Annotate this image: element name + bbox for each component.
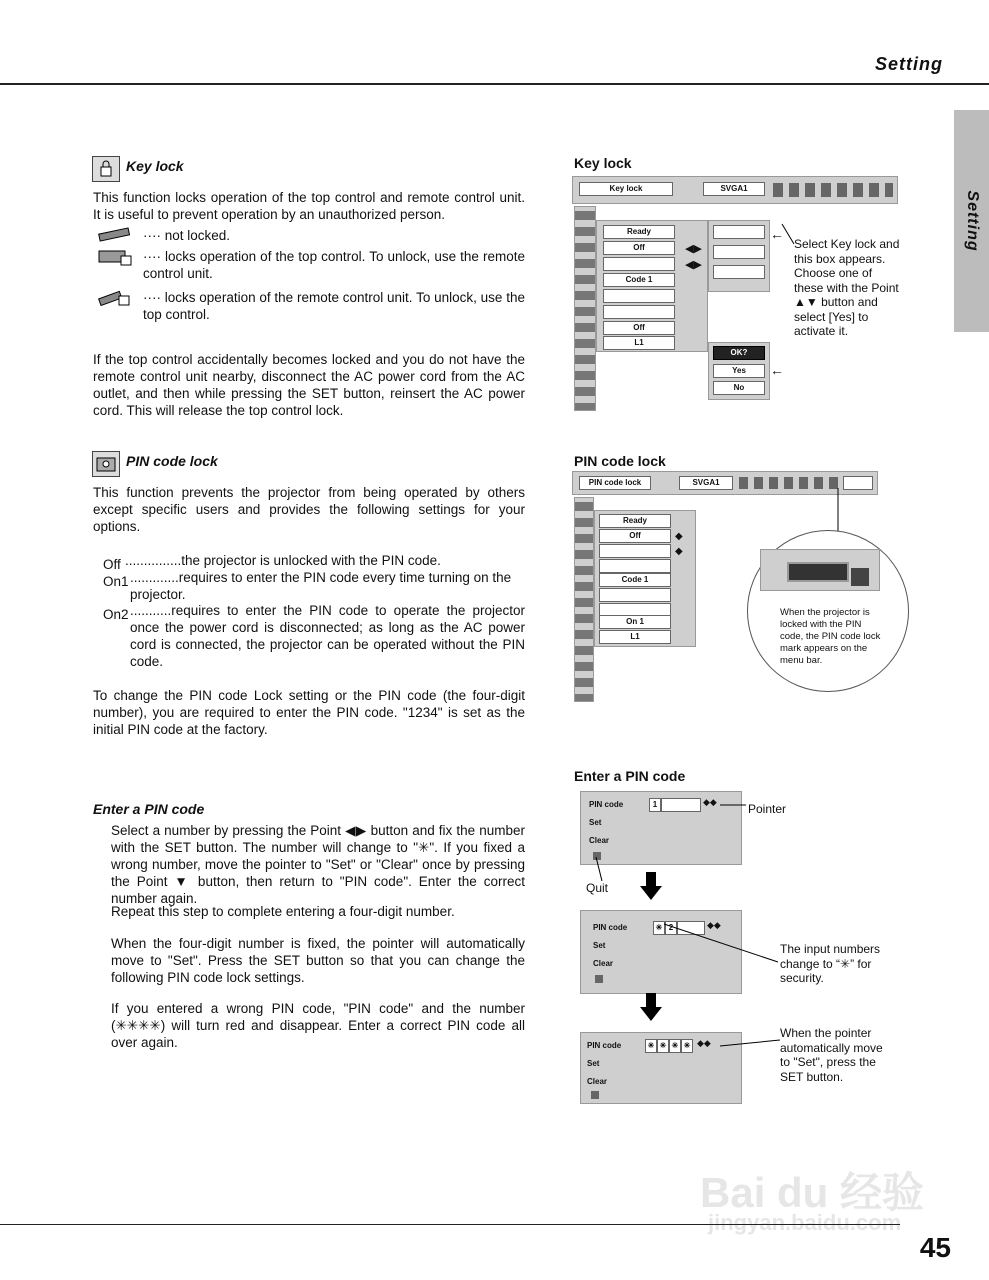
- fig-keylock-title: Key lock: [574, 155, 632, 171]
- pinlock-title: PIN code lock: [126, 453, 218, 469]
- no-button[interactable]: No: [713, 381, 765, 395]
- pin-digit-3a[interactable]: ✳: [645, 1039, 657, 1053]
- lock-icon: [92, 156, 120, 182]
- keylock-menu-panel: [596, 220, 708, 352]
- side-tab: Setting: [954, 110, 989, 332]
- set-label-2: Set: [593, 941, 606, 950]
- quit-icon-2: [595, 975, 603, 983]
- bottom-rule: [0, 1224, 900, 1225]
- zoom-bar-image: [787, 562, 849, 582]
- menu-row-6: [603, 289, 675, 303]
- pin-digit-3d[interactable]: ✳: [681, 1039, 693, 1053]
- menu-row-9: L1: [603, 336, 675, 350]
- menubar-label: Key lock: [579, 182, 673, 196]
- menubar-source: SVGA1: [703, 182, 765, 196]
- section-header: Setting: [875, 54, 943, 74]
- page-number: 45: [919, 1232, 951, 1263]
- keylock-intro: This function locks operation of the top control and remote control unit. It is useful to prevent operation by an unauthorized person.: [93, 190, 525, 222]
- pin-digit-2b[interactable]: 2: [665, 921, 677, 935]
- pinlock-change: To change the PIN code Lock setting or the PIN code (the four-digit number), you are required to enter the PIN code. "1234" is set as the initial PIN code at the factory.: [93, 688, 525, 737]
- pin-row-2: Off: [599, 529, 671, 543]
- pin-row-5: Code 1: [599, 573, 671, 587]
- pinlock-on2-text: ...........requires to enter the PIN code to operate the projector once the power cord is disconnected; as long as the AC power cord is connected, the projector can be operated without the PIN code.: [130, 603, 525, 669]
- enterpin-p2: When the four-digit number is fixed, the pointer will automatically move to "Set". Press the SET button so that you can change the following PIN code lock settings.: [111, 936, 525, 985]
- menu-row-5: Code 1: [603, 273, 675, 287]
- fig-pinlock-title: PIN code lock: [574, 453, 666, 469]
- yes-pointer-icon: ←: [770, 362, 784, 378]
- pin-arrow-icons: ◆ ◆: [675, 531, 683, 557]
- pin-arrows-2: ◆◆: [707, 920, 721, 930]
- projector-lock-icon: [97, 247, 135, 267]
- keylock-menubar: [572, 176, 898, 204]
- fig-enterpin-title: Enter a PIN code: [574, 768, 686, 784]
- clear-label-2: Clear: [593, 959, 614, 968]
- yes-button[interactable]: Yes: [713, 364, 765, 378]
- remote-icon: [97, 224, 135, 242]
- keylock-callout: Select Key lock and this box appears. Choose one of these with the Point ▲▼ button and select [Yes] to activate it.: [794, 237, 900, 338]
- pinlock-off-text: ...............the projector is unlocked with the PIN code.: [125, 553, 441, 568]
- set-callout: When the pointer automatically move to "Set", press the SET button.: [780, 1026, 883, 1084]
- pin-digit-3c[interactable]: ✳: [669, 1039, 681, 1053]
- pin-lock-icon: [92, 451, 120, 477]
- keylock-note: If the top control accidentally becomes locked and you do not have the remote control unit nearby, disconnect the AC power cord from the AC outlet, and then while pressing the SET button, reinsert the AC power cord. This will release the top control lock.: [93, 352, 525, 418]
- menubar-icons: [773, 183, 893, 197]
- zoom-pin-mark-icon: [851, 568, 869, 586]
- pinlock-side-icons: [574, 497, 594, 702]
- pin-row-8: On 1: [599, 615, 671, 629]
- pinlock-intro: This function prevents the projector from being operated by others except specific users and provides the following settings for your options.: [93, 485, 525, 534]
- pointer-arrow-icon: ←: [770, 226, 784, 242]
- pinlock-on1-text: .............requires to enter the PIN code every time turning on the projector.: [130, 570, 512, 602]
- pin-input-1[interactable]: [661, 798, 701, 812]
- clear-label-1: Clear: [589, 836, 610, 845]
- set-label-1: Set: [589, 818, 602, 827]
- menu-row-7: [603, 305, 675, 319]
- pinlock-menu-panel: [594, 510, 696, 647]
- down-arrow-icon-1: [640, 872, 662, 900]
- keylock-side-icons: [574, 206, 596, 411]
- quit-label: Quit: [586, 881, 609, 895]
- pinlock-off-label: Off: [103, 557, 121, 572]
- pin-arrows-1: ◆◆: [703, 797, 717, 807]
- menu-row-3: [603, 257, 675, 271]
- option-not-locked: [713, 225, 765, 239]
- pointer-callout-line: [718, 795, 748, 815]
- quit-icon-3: [591, 1091, 599, 1099]
- pin-row-1: Ready: [599, 514, 671, 528]
- set-label-3: Set: [587, 1059, 600, 1068]
- pin-row-9: L1: [599, 630, 671, 644]
- ok-prompt: OK?: [713, 346, 765, 360]
- pin-digit-1[interactable]: 1: [649, 798, 661, 812]
- option-top-lock: [713, 245, 765, 259]
- pinlock-on1-label: On1: [103, 574, 129, 589]
- enterpin-title: Enter a PIN code: [93, 801, 205, 817]
- menu-row-2: Off: [603, 241, 675, 255]
- set-callout-line: [718, 1036, 782, 1056]
- pin-arrows-3: ◆◆: [697, 1038, 711, 1048]
- enterpin-p1: Select a number by pressing the Point ◀▶ button and fix the number with the SET button. The number will change to "✳". If you fixed a wrong number, move the pointer to "Set" or "Clear" once by pressing the Point ▼ button, then return to "PIN code". Enter the correct number again.: [111, 823, 525, 906]
- enterpin-p1b: Repeat this step to complete entering a four-digit number.: [111, 904, 455, 919]
- pin-row-6: [599, 588, 671, 602]
- pin-digit-2a[interactable]: ✳: [653, 921, 665, 935]
- pinlock-on2-label: On2: [103, 607, 129, 622]
- menu-row-1: Ready: [603, 225, 675, 239]
- pointer-label: Pointer: [748, 802, 787, 816]
- pinlock-callout: When the projector is locked with the PIN code, the PIN code lock mark appears on the menu bar.: [780, 607, 881, 666]
- input-callout-line: [660, 920, 780, 970]
- watermark-url: jingyan.baidu.com: [708, 1210, 902, 1235]
- pin-label-2: PIN code: [593, 923, 628, 932]
- pin-label-1: PIN code: [589, 800, 624, 809]
- pin-label-3: PIN code: [587, 1041, 622, 1050]
- keylock-title: Key lock: [126, 158, 184, 174]
- pinlock-zoom-circle: [747, 530, 909, 692]
- pin-menubar-icons: [739, 477, 839, 489]
- top-rule: [0, 83, 989, 85]
- enterpin-p3: If you entered a wrong PIN code, "PIN code" and the number (✳✳✳✳) will turn red and disappear. Enter a correct PIN code all over again.: [111, 1001, 525, 1050]
- keylock-options-panel: [708, 220, 770, 292]
- watermark-logo: Bai du 经验: [700, 1169, 925, 1216]
- clear-label-3: Clear: [587, 1077, 608, 1086]
- remote-lock-icon: [97, 287, 135, 307]
- zoom-menubar: [760, 549, 880, 591]
- pin-menubar-label: PIN code lock: [579, 476, 651, 490]
- menu-row-8: Off: [603, 321, 675, 335]
- input-callout: The input numbers change to “✳” for security.: [780, 942, 881, 985]
- pin-digit-3b[interactable]: ✳: [657, 1039, 669, 1053]
- option-remote-lock: [713, 265, 765, 279]
- keylock-option-3: ···· locks operation of the remote control unit. To unlock, use the top control.: [143, 290, 525, 322]
- keylock-option-1: ···· not locked.: [143, 228, 231, 243]
- pin-menubar-source: SVGA1: [679, 476, 733, 490]
- pin-row-4: [599, 559, 671, 573]
- keylock-option-2: ···· locks operation of the top control. To unlock, use the remote control unit.: [143, 249, 525, 281]
- pin-row-3: [599, 544, 671, 558]
- keylock-confirm-panel: [708, 342, 770, 400]
- down-arrow-icon-2: [640, 993, 662, 1021]
- arrow-icons: ◀▶ ◀▶: [685, 243, 702, 271]
